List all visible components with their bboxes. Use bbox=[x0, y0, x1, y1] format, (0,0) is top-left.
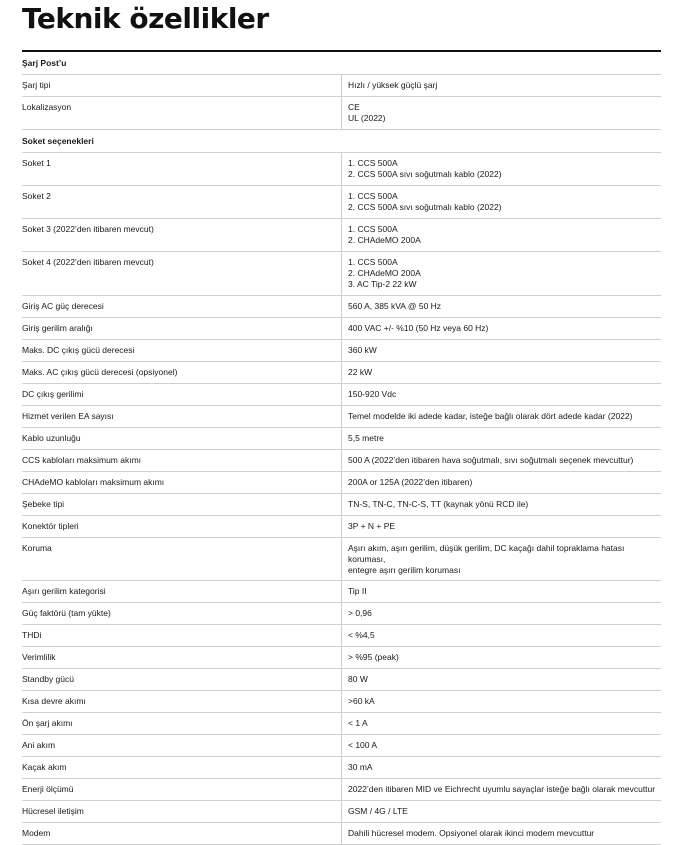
spec-label: Lokalizasyon bbox=[22, 97, 342, 130]
spec-row bbox=[22, 691, 661, 713]
spec-label: Güç faktörü (tam yükte) bbox=[22, 603, 342, 625]
spec-label: Aşırı gerilim kategorisi bbox=[22, 581, 342, 603]
spec-table bbox=[22, 52, 661, 845]
spec-row bbox=[22, 318, 661, 340]
spec-row bbox=[22, 581, 661, 603]
spec-row bbox=[22, 494, 661, 516]
spec-row bbox=[22, 669, 661, 691]
spec-label: CCS kabloları maksimum akımı bbox=[22, 450, 342, 472]
spec-value: >60 kA bbox=[342, 691, 662, 713]
section-header-row bbox=[22, 130, 661, 153]
spec-label: Ön şarj akımı bbox=[22, 713, 342, 735]
spec-value: 1. CCS 500A 2. CHAdeMO 200A 3. AC Tip-2 22 kW bbox=[342, 252, 662, 296]
spec-value: Tip II bbox=[342, 581, 662, 603]
spec-row bbox=[22, 625, 661, 647]
spec-value: 80 W bbox=[342, 669, 662, 691]
spec-label: Şebeke tipi bbox=[22, 494, 342, 516]
spec-value: TN-S, TN-C, TN-C-S, TT (kaynak yönü RCD ile) bbox=[342, 494, 662, 516]
spec-label: Hücresel iletişim bbox=[22, 801, 342, 823]
spec-value: 2022’den itibaren MID ve Eichrecht uyumlu sayaçlar isteğe bağlı olarak mevcuttur bbox=[342, 779, 662, 801]
spec-label: Koruma bbox=[22, 538, 342, 581]
spec-label: Kaçak akım bbox=[22, 757, 342, 779]
spec-value: 200A or 125A (2022’den itibaren) bbox=[342, 472, 662, 494]
spec-row bbox=[22, 647, 661, 669]
spec-label: Giriş AC güç derecesi bbox=[22, 296, 342, 318]
spec-value: Temel modelde iki adede kadar, isteğe bağlı olarak dört adede kadar (2022) bbox=[342, 406, 662, 428]
spec-row bbox=[22, 219, 661, 252]
spec-label: Ani akım bbox=[22, 735, 342, 757]
spec-value: 1. CCS 500A 2. CCS 500A sıvı soğutmalı kablo (2022) bbox=[342, 186, 662, 219]
spec-row bbox=[22, 472, 661, 494]
spec-label: THDi bbox=[22, 625, 342, 647]
spec-value: 30 mA bbox=[342, 757, 662, 779]
spec-value: 1. CCS 500A 2. CCS 500A sıvı soğutmalı kablo (2022) bbox=[342, 153, 662, 186]
spec-row bbox=[22, 603, 661, 625]
spec-value: > 0,96 bbox=[342, 603, 662, 625]
spec-label: Soket 2 bbox=[22, 186, 342, 219]
spec-row bbox=[22, 296, 661, 318]
spec-value: < 1 A bbox=[342, 713, 662, 735]
spec-label: DC çıkış gerilimi bbox=[22, 384, 342, 406]
spec-row bbox=[22, 428, 661, 450]
spec-value: 3P + N + PE bbox=[342, 516, 662, 538]
spec-label: Hizmet verilen EA sayısı bbox=[22, 406, 342, 428]
spec-label: Maks. AC çıkış gücü derecesi (opsiyonel) bbox=[22, 362, 342, 384]
spec-row bbox=[22, 252, 661, 296]
spec-row bbox=[22, 186, 661, 219]
spec-value: 360 kW bbox=[342, 340, 662, 362]
spec-row bbox=[22, 450, 661, 472]
spec-value: 5,5 metre bbox=[342, 428, 662, 450]
spec-row bbox=[22, 538, 661, 581]
spec-label: CHAdeMO kabloları maksimum akımı bbox=[22, 472, 342, 494]
spec-value: 400 VAC +/- %10 (50 Hz veya 60 Hz) bbox=[342, 318, 662, 340]
spec-label: Maks. DC çıkış gücü derecesi bbox=[22, 340, 342, 362]
spec-value: < %4,5 bbox=[342, 625, 662, 647]
spec-value: Aşırı akım, aşırı gerilim, düşük gerilim, DC kaçağı dahil topraklama hatası koruması, entegre aşırı gerilim koruması bbox=[342, 538, 662, 581]
section-header-row bbox=[22, 52, 661, 75]
spec-label: Giriş gerilim aralığı bbox=[22, 318, 342, 340]
spec-row bbox=[22, 75, 661, 97]
spec-row bbox=[22, 384, 661, 406]
section-header: Soket seçenekleri bbox=[22, 130, 661, 153]
spec-label: Standby gücü bbox=[22, 669, 342, 691]
section-header: Şarj Post’u bbox=[22, 52, 661, 75]
page-title: Teknik özellikler bbox=[22, 2, 269, 35]
spec-row bbox=[22, 801, 661, 823]
spec-value: GSM / 4G / LTE bbox=[342, 801, 662, 823]
spec-value: > %95 (peak) bbox=[342, 647, 662, 669]
spec-row bbox=[22, 735, 661, 757]
spec-label: Soket 3 (2022’den itibaren mevcut) bbox=[22, 219, 342, 252]
spec-row bbox=[22, 779, 661, 801]
spec-value: 560 A, 385 kVA @ 50 Hz bbox=[342, 296, 662, 318]
spec-row bbox=[22, 713, 661, 735]
spec-label: Kısa devre akımı bbox=[22, 691, 342, 713]
spec-row bbox=[22, 757, 661, 779]
spec-value: 500 A (2022’den itibaren hava soğutmalı, sıvı soğutmalı seçenek mevcuttur) bbox=[342, 450, 662, 472]
spec-table-body bbox=[22, 52, 661, 845]
spec-row bbox=[22, 406, 661, 428]
spec-value: 22 kW bbox=[342, 362, 662, 384]
spec-label: Enerji ölçümü bbox=[22, 779, 342, 801]
spec-value: Dahili hücresel modem. Opsiyonel olarak ikinci modem mevcuttur bbox=[342, 823, 662, 845]
spec-value: CE UL (2022) bbox=[342, 97, 662, 130]
spec-label: Konektör tipleri bbox=[22, 516, 342, 538]
spec-label: Modem bbox=[22, 823, 342, 845]
spec-value: 1. CCS 500A 2. CHAdeMO 200A bbox=[342, 219, 662, 252]
spec-row bbox=[22, 516, 661, 538]
spec-row bbox=[22, 97, 661, 130]
spec-row bbox=[22, 340, 661, 362]
spec-row bbox=[22, 153, 661, 186]
spec-row bbox=[22, 362, 661, 384]
spec-label: Soket 4 (2022’den itibaren mevcut) bbox=[22, 252, 342, 296]
spec-value: < 100 A bbox=[342, 735, 662, 757]
spec-label: Verimlilik bbox=[22, 647, 342, 669]
spec-row bbox=[22, 823, 661, 845]
spec-label: Kablo uzunluğu bbox=[22, 428, 342, 450]
spec-label: Şarj tipi bbox=[22, 75, 342, 97]
spec-value: Hızlı / yüksek güçlü şarj bbox=[342, 75, 662, 97]
spec-value: 150-920 Vdc bbox=[342, 384, 662, 406]
spec-label: Soket 1 bbox=[22, 153, 342, 186]
